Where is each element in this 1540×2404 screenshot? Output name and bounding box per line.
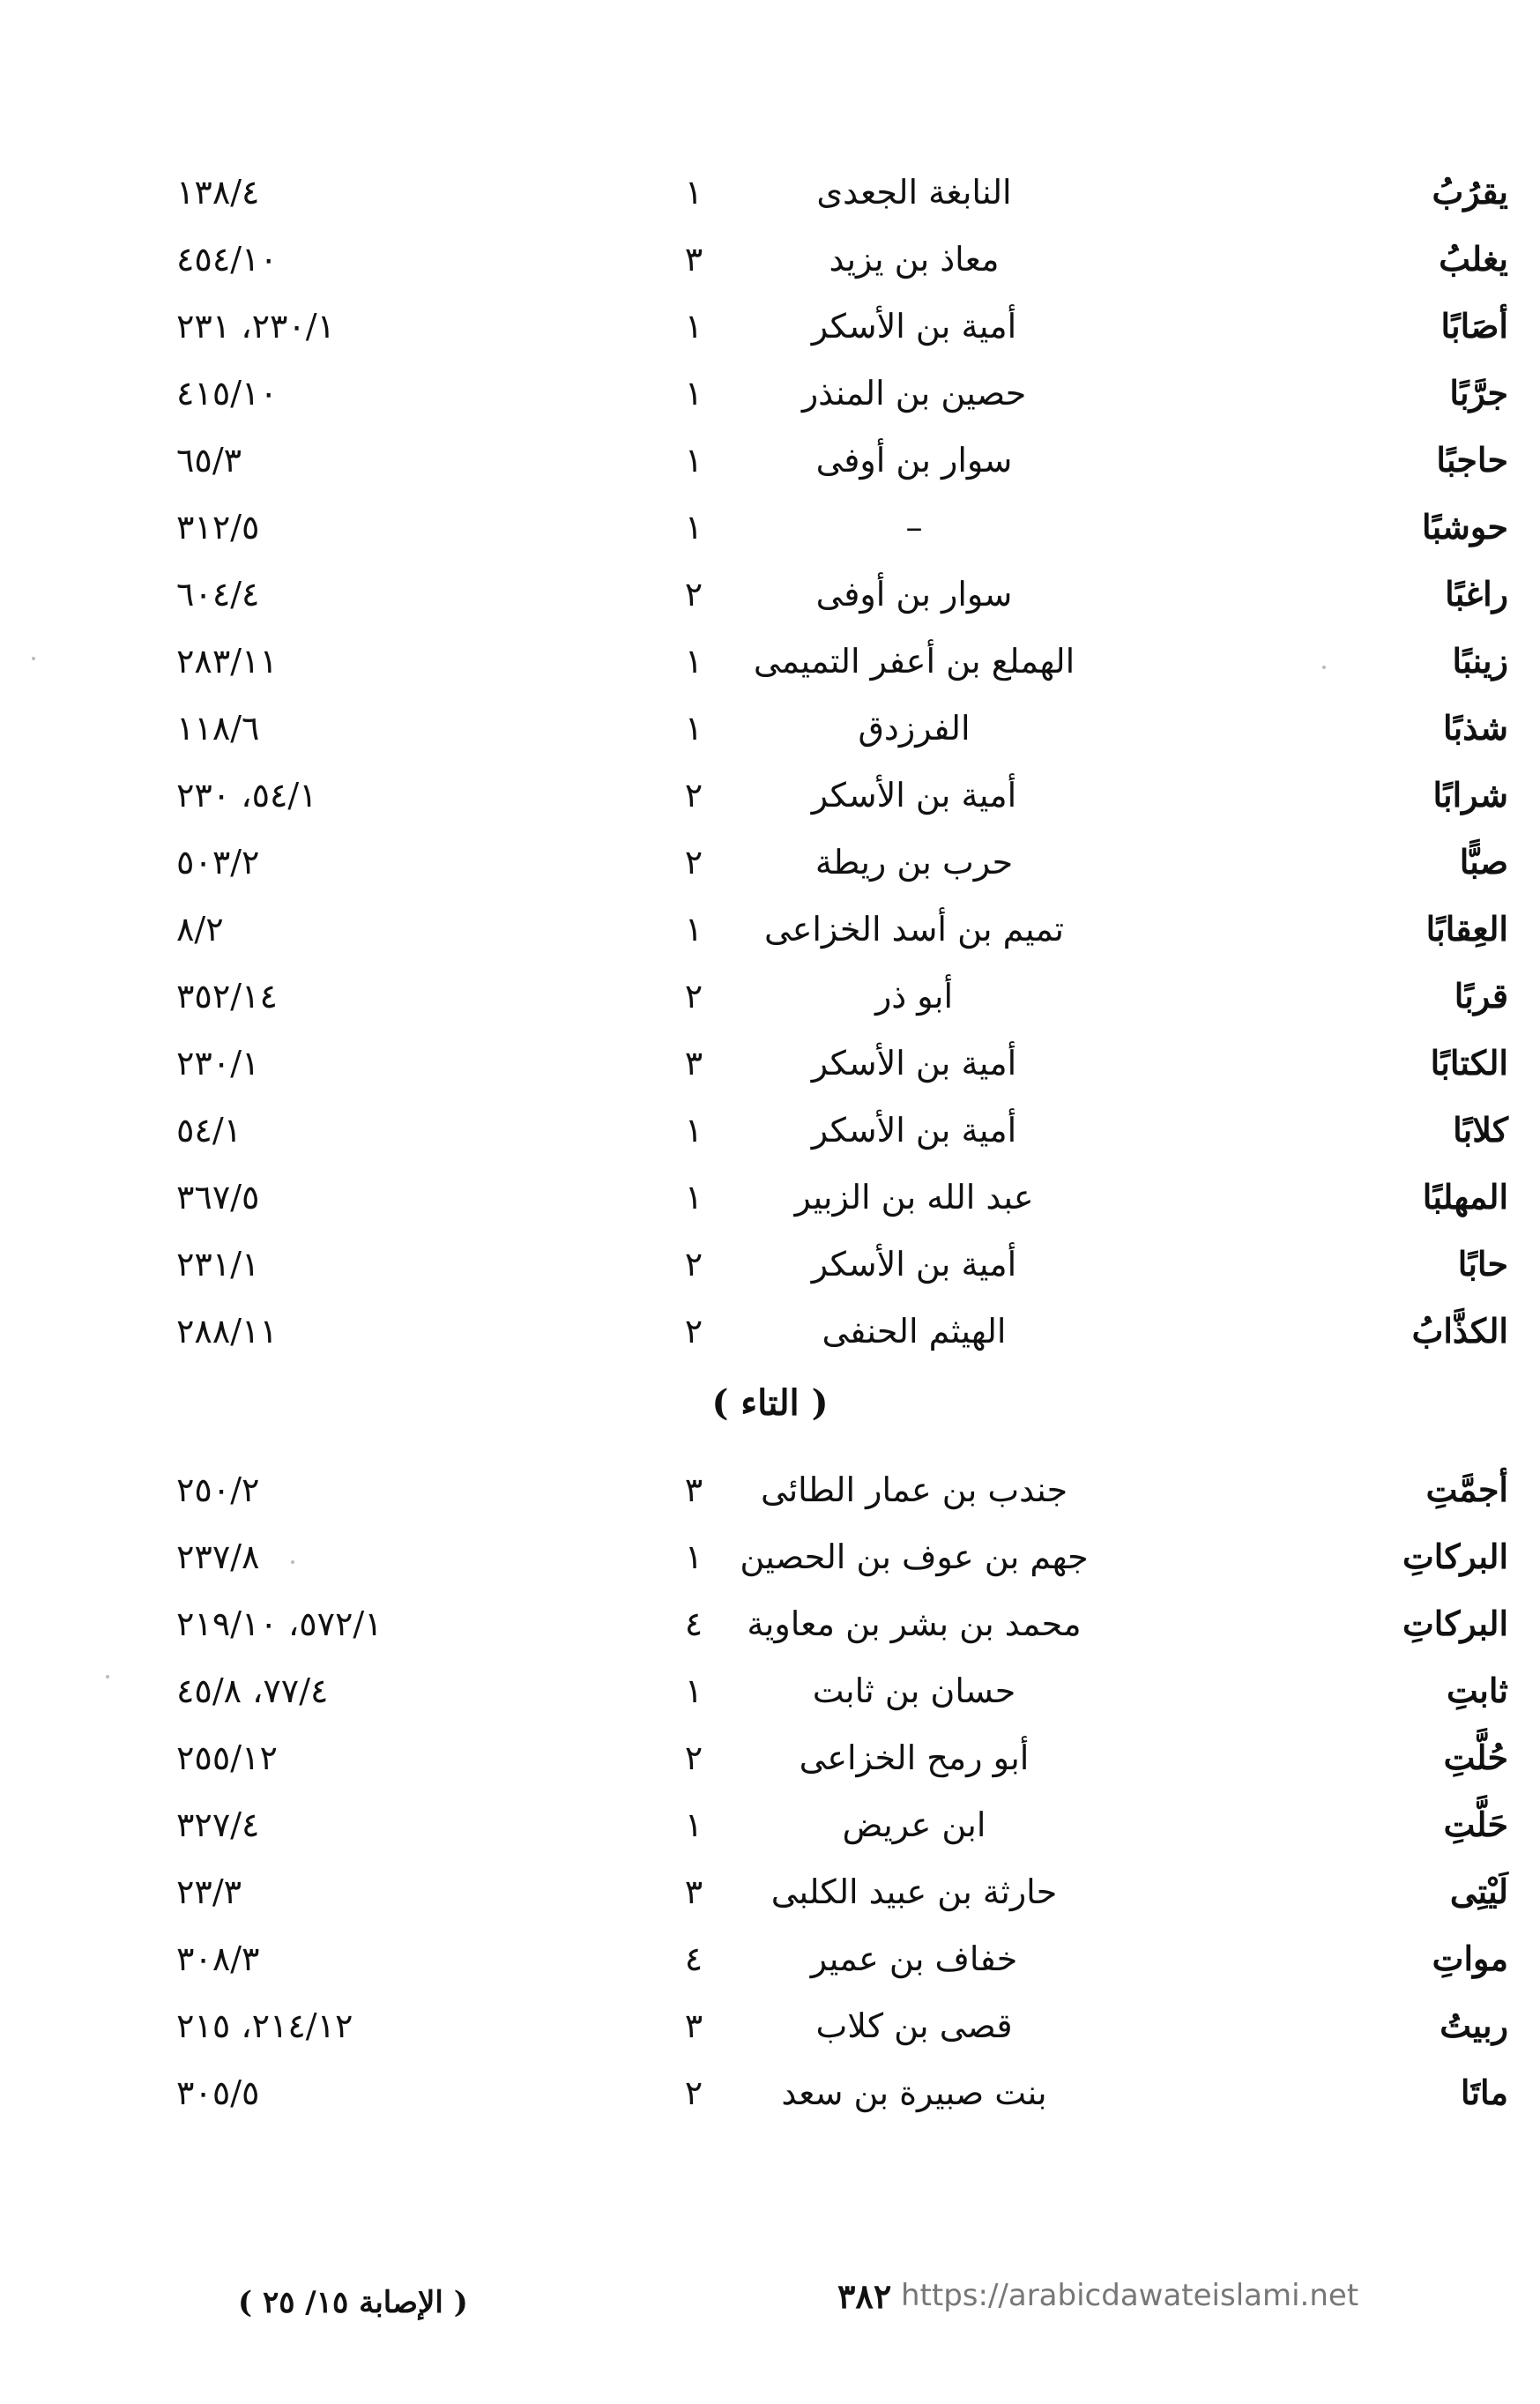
poet-name: أمية بن الأسكر bbox=[811, 307, 1017, 346]
verse-count: ١ bbox=[684, 1805, 703, 1844]
poet-name: النابغة الجعدى bbox=[816, 173, 1012, 212]
table-row bbox=[0, 829, 1540, 896]
table-row bbox=[0, 1164, 1540, 1231]
scan-speck bbox=[1322, 666, 1326, 669]
source-citation: ( الإصابة ١٥/ ٢٥ ) bbox=[238, 2285, 468, 2320]
verse-count: ١ bbox=[684, 508, 703, 547]
reference: ٣٦٧/٥ bbox=[176, 1178, 260, 1217]
rhyme-word: المهلبًا bbox=[1422, 1177, 1508, 1217]
table-row bbox=[0, 561, 1540, 628]
verse-count: ٣ bbox=[684, 1470, 703, 1509]
reference: ٦٠٤/٤ bbox=[176, 575, 260, 614]
poet-name: الهيثم الحنفى bbox=[822, 1312, 1007, 1351]
table-row bbox=[0, 1724, 1540, 1791]
reference: ٤٥٤/١٠ bbox=[176, 240, 278, 279]
verse-count: ٤ bbox=[684, 1604, 703, 1643]
reference: ٢٣/٣ bbox=[176, 1872, 242, 1911]
rhyme-word: حوشبًا bbox=[1421, 507, 1508, 547]
table-row bbox=[0, 1097, 1540, 1164]
rhyme-word: حُلَّتِ bbox=[1443, 1738, 1508, 1777]
verse-count: ١ bbox=[684, 642, 703, 681]
poet-name: تميم بن أسد الخزاعى bbox=[764, 910, 1064, 949]
rhyme-word: البركاتِ bbox=[1402, 1537, 1508, 1576]
table-row bbox=[0, 1456, 1540, 1523]
reference: ٥٧٢/١، ٢١٩/١٠ bbox=[176, 1604, 383, 1643]
table-row bbox=[0, 1925, 1540, 1992]
reference: ٢٣١/١ bbox=[176, 1245, 260, 1284]
verse-count: ٣ bbox=[684, 1044, 703, 1083]
reference: ٦٥/٣ bbox=[176, 441, 242, 480]
rhyme-word: حَلَّتِ bbox=[1443, 1805, 1508, 1844]
poet-name: الهملع بن أعفر التميمى bbox=[753, 642, 1075, 681]
table-row bbox=[0, 963, 1540, 1030]
poet-name: جهم بن عوف بن الحصين bbox=[740, 1537, 1089, 1576]
scan-speck bbox=[291, 1560, 294, 1564]
reference: ٢١٤/١٢، ٢١٥ bbox=[176, 2006, 353, 2045]
table-row bbox=[0, 226, 1540, 293]
table-row bbox=[0, 159, 1540, 226]
table-row bbox=[0, 1791, 1540, 1858]
scan-speck bbox=[106, 1675, 109, 1678]
rhyme-word: أجمَّتِ bbox=[1425, 1470, 1508, 1509]
rhyme-word: زينبًا bbox=[1452, 641, 1508, 681]
rhyme-word: يغلبُ bbox=[1439, 239, 1508, 279]
poet-name: ابن عريض bbox=[842, 1805, 986, 1844]
table-row bbox=[0, 1298, 1540, 1365]
table-row bbox=[0, 628, 1540, 695]
reference: ٥٤/١، ٢٣٠ bbox=[176, 776, 317, 815]
table-row bbox=[0, 1590, 1540, 1657]
reference: ٢٨٨/١١ bbox=[176, 1312, 278, 1351]
poet-name: خفاف بن عمير bbox=[810, 1939, 1018, 1978]
table-row bbox=[0, 896, 1540, 963]
poet-name: عبد الله بن الزبير bbox=[794, 1178, 1034, 1217]
rhyme-word: البركاتِ bbox=[1402, 1604, 1508, 1643]
verse-count: ١ bbox=[684, 173, 703, 212]
verse-count: ١ bbox=[684, 910, 703, 949]
rhyme-word: جرَّبًا bbox=[1449, 373, 1508, 413]
poet-name: أمية بن الأسكر bbox=[811, 1044, 1017, 1083]
verse-count: ٢ bbox=[684, 1738, 703, 1777]
table-row bbox=[0, 1523, 1540, 1590]
rhyme-word: مواتِ bbox=[1432, 1939, 1508, 1978]
table-row bbox=[0, 695, 1540, 762]
verse-count: ١ bbox=[684, 307, 703, 346]
rhyme-word: قربًا bbox=[1454, 976, 1508, 1016]
poet-name: قصى بن كلاب bbox=[815, 2006, 1013, 2045]
rhyme-word: أصَابًا bbox=[1440, 306, 1508, 346]
rhyme-word: حاجبًا bbox=[1436, 440, 1508, 480]
table-row bbox=[0, 1858, 1540, 1925]
rhyme-word: راغبًا bbox=[1445, 574, 1508, 614]
verse-count: ٢ bbox=[684, 2073, 703, 2112]
verse-count: ١ bbox=[684, 1111, 703, 1150]
verse-count: ٢ bbox=[684, 575, 703, 614]
verse-count: ٤ bbox=[684, 1939, 703, 1978]
poet-name: سوار بن أوفى bbox=[815, 441, 1013, 480]
poet-name: أمية بن الأسكر bbox=[811, 776, 1017, 815]
rhyme-word: الكذَّابُ bbox=[1411, 1311, 1508, 1351]
poet-name: حصين بن المنذر bbox=[801, 374, 1027, 413]
reference: ٥٤/١ bbox=[176, 1111, 242, 1150]
reference: ١٣٨/٤ bbox=[176, 173, 260, 212]
rhyme-word: ربيتُ bbox=[1440, 2006, 1508, 2045]
verse-count: ٢ bbox=[684, 776, 703, 815]
scan-speck bbox=[32, 657, 35, 660]
reference: ٥٠٣/٢ bbox=[176, 843, 260, 882]
table-row bbox=[0, 762, 1540, 829]
poet-name: أمية بن الأسكر bbox=[811, 1111, 1017, 1150]
rhyme-word: صبًّا bbox=[1459, 842, 1508, 882]
verse-count: ١ bbox=[684, 709, 703, 748]
verse-count: ١ bbox=[684, 374, 703, 413]
reference: ٣٢٧/٤ bbox=[176, 1805, 260, 1844]
rhyme-word: لَيْتِى bbox=[1449, 1872, 1508, 1911]
table-row bbox=[0, 1992, 1540, 2059]
reference: ٨/٢ bbox=[176, 910, 224, 949]
rhyme-word: كلابًا bbox=[1453, 1110, 1508, 1150]
verse-count: ١ bbox=[684, 441, 703, 480]
rhyme-word: شذبًا bbox=[1443, 708, 1508, 748]
reference: ٣٥٢/١٤ bbox=[176, 977, 278, 1016]
reference: ٢٣٠/١ bbox=[176, 1044, 260, 1083]
verse-count: ١ bbox=[684, 1537, 703, 1576]
reference: ٣٠٥/٥ bbox=[176, 2073, 260, 2112]
verse-count: ٢ bbox=[684, 977, 703, 1016]
table-row bbox=[0, 360, 1540, 427]
watermark-link[interactable]: https://arabicdawateislami.net bbox=[901, 2278, 1359, 2313]
table-row bbox=[0, 427, 1540, 494]
rhyme-word: الكتابًا bbox=[1430, 1043, 1508, 1083]
rhyme-word: ماتَا bbox=[1460, 2073, 1508, 2112]
table-row bbox=[0, 293, 1540, 360]
rhyme-word: ثابتِ bbox=[1446, 1671, 1508, 1710]
reference: ٢٣٧/٨ bbox=[176, 1537, 260, 1576]
rhyme-word: حابًا bbox=[1457, 1244, 1508, 1284]
poet-name: الفرزدق bbox=[858, 709, 971, 748]
reference: ٢٨٣/١١ bbox=[176, 642, 278, 681]
reference: ٣١٢/٥ bbox=[176, 508, 260, 547]
poet-name: سوار بن أوفى bbox=[815, 575, 1013, 614]
poet-name: أبو رمح الخزاعى bbox=[799, 1738, 1030, 1777]
verse-count: ٢ bbox=[684, 1312, 703, 1351]
verse-count: ٣ bbox=[684, 2006, 703, 2045]
poet-name: محمد بن بشر بن معاوية bbox=[747, 1604, 1082, 1643]
poet-name: حرب بن ريطة bbox=[815, 843, 1014, 882]
poet-name: جندب بن عمار الطائى bbox=[760, 1470, 1068, 1509]
table-row bbox=[0, 1030, 1540, 1097]
reference: ٢٥٠/٢ bbox=[176, 1470, 260, 1509]
table-row bbox=[0, 1657, 1540, 1724]
poet-name: – bbox=[905, 508, 923, 547]
rhyme-word: يقرُبُ bbox=[1432, 172, 1508, 212]
verse-count: ٣ bbox=[684, 240, 703, 279]
reference: ١١٨/٦ bbox=[176, 709, 260, 748]
reference: ٧٧/٤، ٤٥/٨ bbox=[176, 1671, 329, 1710]
poet-name: بنت صبيرة بن سعد bbox=[781, 2073, 1047, 2112]
poet-name: أبو ذر bbox=[874, 977, 954, 1016]
poet-name: أمية بن الأسكر bbox=[811, 1245, 1017, 1284]
table-row bbox=[0, 494, 1540, 561]
rhyme-word: شرابًا bbox=[1432, 775, 1508, 815]
verse-count: ١ bbox=[684, 1671, 703, 1710]
poet-name: حارثة بن عبيد الكلبى bbox=[770, 1872, 1058, 1911]
reference: ٤١٥/١٠ bbox=[176, 374, 278, 413]
page-number: ٣٨٢ bbox=[837, 2276, 892, 2316]
reference: ٢٣٠/١، ٢٣١ bbox=[176, 307, 336, 346]
reference: ٢٥٥/١٢ bbox=[176, 1738, 278, 1777]
poet-name: حسان بن ثابت bbox=[812, 1671, 1016, 1710]
verse-count: ٢ bbox=[684, 1245, 703, 1284]
rhyme-word: العِقابًا bbox=[1425, 909, 1508, 949]
table-row bbox=[0, 1231, 1540, 1298]
table-row bbox=[0, 2059, 1540, 2126]
section-heading-ta: ( التاء ) bbox=[711, 1382, 829, 1424]
poet-name: معاذ بن يزيد bbox=[829, 240, 1000, 279]
reference: ٣٠٨/٣ bbox=[176, 1939, 260, 1978]
verse-count: ١ bbox=[684, 1178, 703, 1217]
verse-count: ٣ bbox=[684, 1872, 703, 1911]
verse-count: ٢ bbox=[684, 843, 703, 882]
